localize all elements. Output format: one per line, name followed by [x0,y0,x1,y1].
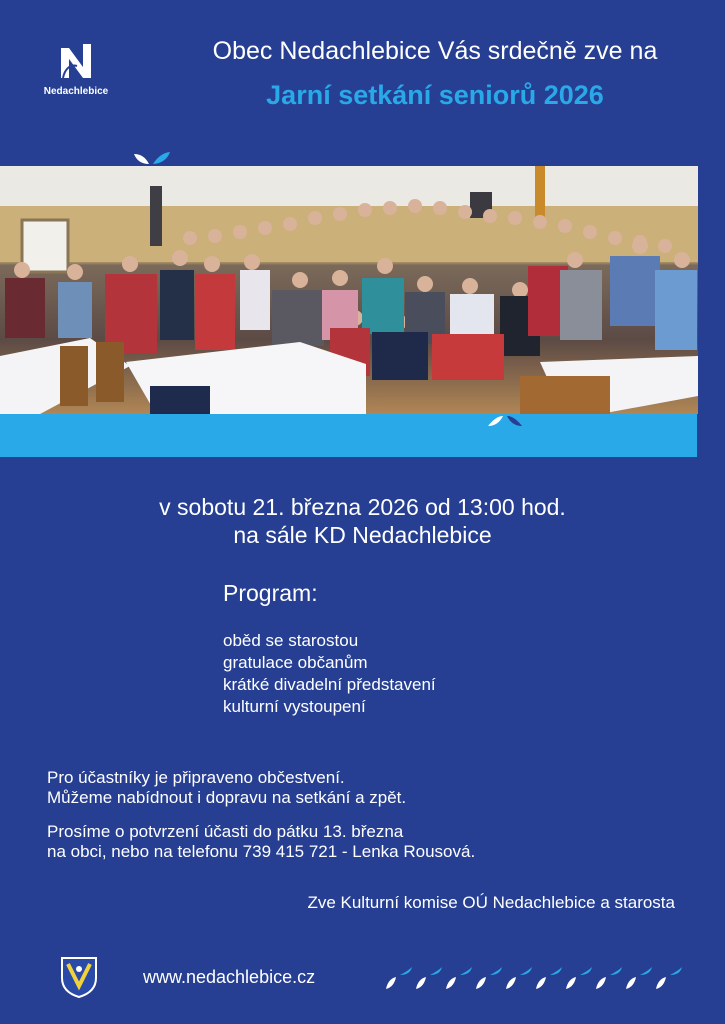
invitation-heading: Obec Nedachlebice Vás srdečně zve na [212,37,658,65]
leaf-icon [486,412,524,430]
event-title: Jarní setkání seniorů 2026 [266,80,604,110]
event-place: na sále KD Nedachlebice [233,522,492,548]
program-list [223,630,436,718]
info-paragraph-refreshments [47,768,406,808]
logo-icon [59,44,93,80]
info-line: Prosíme o potvrzení účasti do pátku 13. března [47,822,404,841]
accent-band [0,414,697,457]
list-item: gratulace občanům [223,653,368,672]
municipality-logo [36,44,116,97]
website-link[interactable]: www.nedachlebice.cz [143,967,316,987]
info-line: na obci, nebo na telefonu 739 415 721 - Lenka Rousová. [47,842,476,861]
group-photo [0,166,698,414]
info-line: Pro účastníky je připraveno občestvení. [47,768,345,787]
list-item: oběd se starostou [223,631,359,650]
info-paragraph-rsvp [47,822,475,862]
info-line: Můžeme nabídnout i dopravu na setkání a zpět. [47,788,407,807]
logo-name: Nedachlebice [43,86,109,97]
leaf-icon [132,150,172,166]
program-title: Program: [223,580,318,606]
list-item: krátké divadelní představení [223,675,436,694]
event-date: v sobotu 21. března 2026 od 13:00 hod. [159,494,566,520]
leaf-pattern [384,965,689,995]
organizer-line: Zve Kulturní komise OÚ Nedachlebice a starosta [307,893,675,912]
crest-icon [60,956,98,998]
event-date-place [0,493,725,549]
list-item: kulturní vystoupení [223,697,366,716]
